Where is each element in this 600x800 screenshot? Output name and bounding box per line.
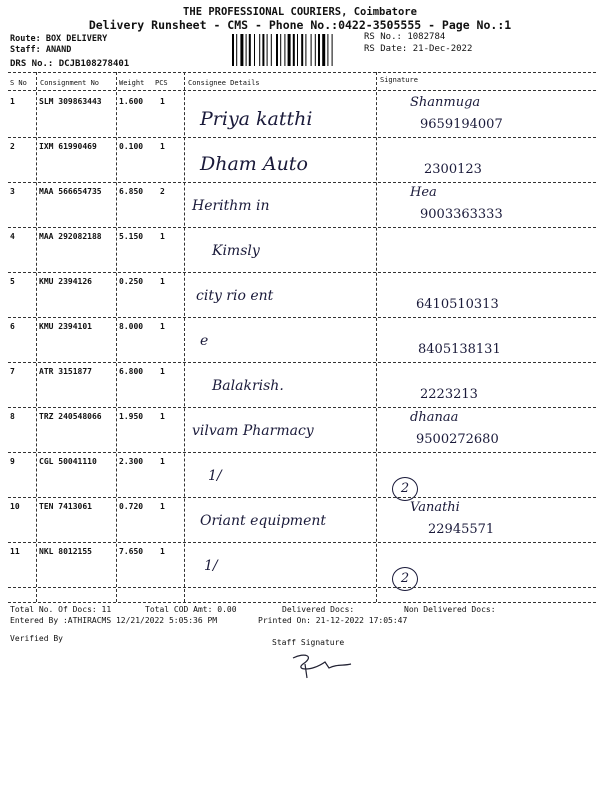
row-weight: 0.720 — [119, 502, 144, 511]
row-consignee-handwritten: Oriant equipment — [200, 513, 326, 529]
row-phone-handwritten: 2300123 — [424, 162, 482, 177]
row-sno: 4 — [10, 232, 15, 241]
verified-by: Verified By — [10, 634, 63, 643]
row-sno: 6 — [10, 322, 15, 331]
row-weight: 8.000 — [119, 322, 144, 331]
row-phone-handwritten: 8405138131 — [418, 342, 501, 357]
row-sno: 7 — [10, 367, 15, 376]
row-weight: 6.800 — [119, 367, 144, 376]
total-cod: Total COD Amt: 0.00 — [145, 605, 237, 614]
row-consignee-handwritten: Balakrish. — [212, 378, 284, 394]
col-header-signature: Signature — [380, 76, 418, 84]
row-pcs: 1 — [160, 547, 165, 556]
row-consignee-handwritten: vilvam Pharmacy — [192, 423, 314, 439]
row-consignment-no: ATR 3151877 — [39, 367, 92, 376]
total-docs: Total No. Of Docs: 11 — [10, 605, 112, 614]
row-sno: 11 — [10, 547, 20, 556]
row-divider — [8, 272, 596, 273]
row-weight: 5.150 — [119, 232, 144, 241]
row-consignment-no: KMU 2394126 — [39, 277, 92, 286]
rs-date: RS Date: 21-Dec-2022 — [364, 44, 473, 54]
barcode — [232, 34, 358, 66]
route: Route: BOX DELIVERY — [10, 34, 108, 44]
row-consignee-handwritten: e — [200, 333, 209, 349]
col-divider — [36, 72, 37, 602]
row-consignment-no: KMU 2394101 — [39, 322, 92, 331]
col-header-consignee: Consignee Details — [188, 79, 260, 87]
col-header-consignment: Consignment No — [40, 79, 100, 87]
row-divider — [8, 497, 596, 498]
row-divider — [8, 317, 596, 318]
row-consignee-handwritten: Herithm in — [192, 198, 270, 214]
row-consignment-no: TEN 7413061 — [39, 502, 92, 511]
row-weight: 7.650 — [119, 547, 144, 556]
row-divider — [8, 362, 596, 363]
row-divider — [8, 452, 596, 453]
row-pcs: 1 — [160, 367, 165, 376]
row-weight: 2.300 — [119, 457, 144, 466]
row-signature-handwritten: 2 — [392, 477, 418, 501]
row-pcs: 1 — [160, 322, 165, 331]
header-rule — [8, 90, 596, 91]
row-signature-handwritten: Hea — [410, 185, 437, 200]
row-pcs: 1 — [160, 412, 165, 421]
row-consignment-no: TRZ 240548066 — [39, 412, 102, 421]
delivered-docs: Delivered Docs: — [282, 605, 355, 614]
row-weight: 6.850 — [119, 187, 144, 196]
company-title: THE PROFESSIONAL COURIERS, Coimbatore — [183, 6, 417, 18]
row-sno: 1 — [10, 97, 15, 106]
row-divider — [8, 182, 596, 183]
runsheet-subtitle: Delivery Runsheet - CMS - Phone No.:0422-3505555 - Page No.:1 — [88, 18, 512, 32]
row-pcs: 2 — [160, 187, 165, 196]
row-pcs: 1 — [160, 232, 165, 241]
row-weight: 1.600 — [119, 97, 144, 106]
col-header-sno: S No — [10, 79, 27, 87]
row-sno: 3 — [10, 187, 15, 196]
row-consignee-handwritten: Dham Auto — [200, 153, 308, 175]
row-consignment-no: CGL 50041110 — [39, 457, 97, 466]
rs-number: RS No.: 1082784 — [364, 32, 446, 42]
row-consignment-no: MAA 292082188 — [39, 232, 102, 241]
row-consignee-handwritten: 1/ — [204, 558, 218, 574]
row-divider — [8, 227, 596, 228]
row-pcs: 1 — [160, 457, 165, 466]
row-pcs: 1 — [160, 97, 165, 106]
row-signature-handwritten: Shanmuga — [410, 95, 481, 110]
row-weight: 0.250 — [119, 277, 144, 286]
row-signature-handwritten: 2 — [392, 567, 418, 591]
row-pcs: 1 — [160, 277, 165, 286]
row-sno: 10 — [10, 502, 20, 511]
table-bottom-rule — [8, 602, 596, 603]
non-delivered-docs: Non Delivered Docs: — [404, 605, 496, 614]
row-divider — [8, 137, 596, 138]
row-phone-handwritten: 2223213 — [420, 387, 478, 402]
row-divider — [8, 542, 596, 543]
row-consignee-handwritten: city rio ent — [196, 288, 274, 304]
table-top-rule — [8, 72, 596, 73]
row-sno: 8 — [10, 412, 15, 421]
row-pcs: 1 — [160, 142, 165, 151]
row-consignment-no: MAA 566654735 — [39, 187, 102, 196]
staff-signature — [285, 650, 355, 680]
drs-number: DRS No.: DCJB108278401 — [10, 59, 130, 69]
row-phone-handwritten: 9659194007 — [420, 117, 503, 132]
row-phone-handwritten: 9003363333 — [420, 207, 503, 222]
row-divider — [8, 587, 596, 588]
row-sno: 5 — [10, 277, 15, 286]
row-sno: 2 — [10, 142, 15, 151]
row-phone-handwritten: 9500272680 — [416, 432, 499, 447]
row-signature-handwritten: Vanathi — [410, 500, 460, 515]
col-header-weight: Weight — [119, 79, 145, 87]
row-weight: 1.950 — [119, 412, 144, 421]
col-divider — [184, 72, 185, 602]
row-consignment-no: NKL 8012155 — [39, 547, 92, 556]
row-pcs: 1 — [160, 502, 165, 511]
row-consignee-handwritten: 1/ — [208, 468, 222, 484]
row-consignee-handwritten: Priya katthi — [200, 108, 313, 130]
row-consignee-handwritten: Kimsly — [212, 243, 260, 259]
col-divider — [376, 72, 377, 602]
row-phone-handwritten: 6410510313 — [416, 297, 499, 312]
row-signature-handwritten: dhanaa — [410, 410, 459, 425]
entered-by: Entered By :ATHIRACMS 12/21/2022 5:05:36 PM — [10, 616, 218, 625]
row-weight: 0.100 — [119, 142, 144, 151]
printed-on: Printed On: 21-12-2022 17:05:47 — [258, 616, 408, 625]
col-header-pcs: PCS — [155, 79, 168, 87]
row-consignment-no: IXM 61990469 — [39, 142, 97, 151]
staff-signature-label: Staff Signature — [272, 638, 345, 647]
row-sno: 9 — [10, 457, 15, 466]
col-divider — [116, 72, 117, 602]
row-divider — [8, 407, 596, 408]
row-phone-handwritten: 22945571 — [428, 522, 495, 537]
row-consignment-no: SLM 309863443 — [39, 97, 102, 106]
staff: Staff: ANAND — [10, 45, 72, 55]
